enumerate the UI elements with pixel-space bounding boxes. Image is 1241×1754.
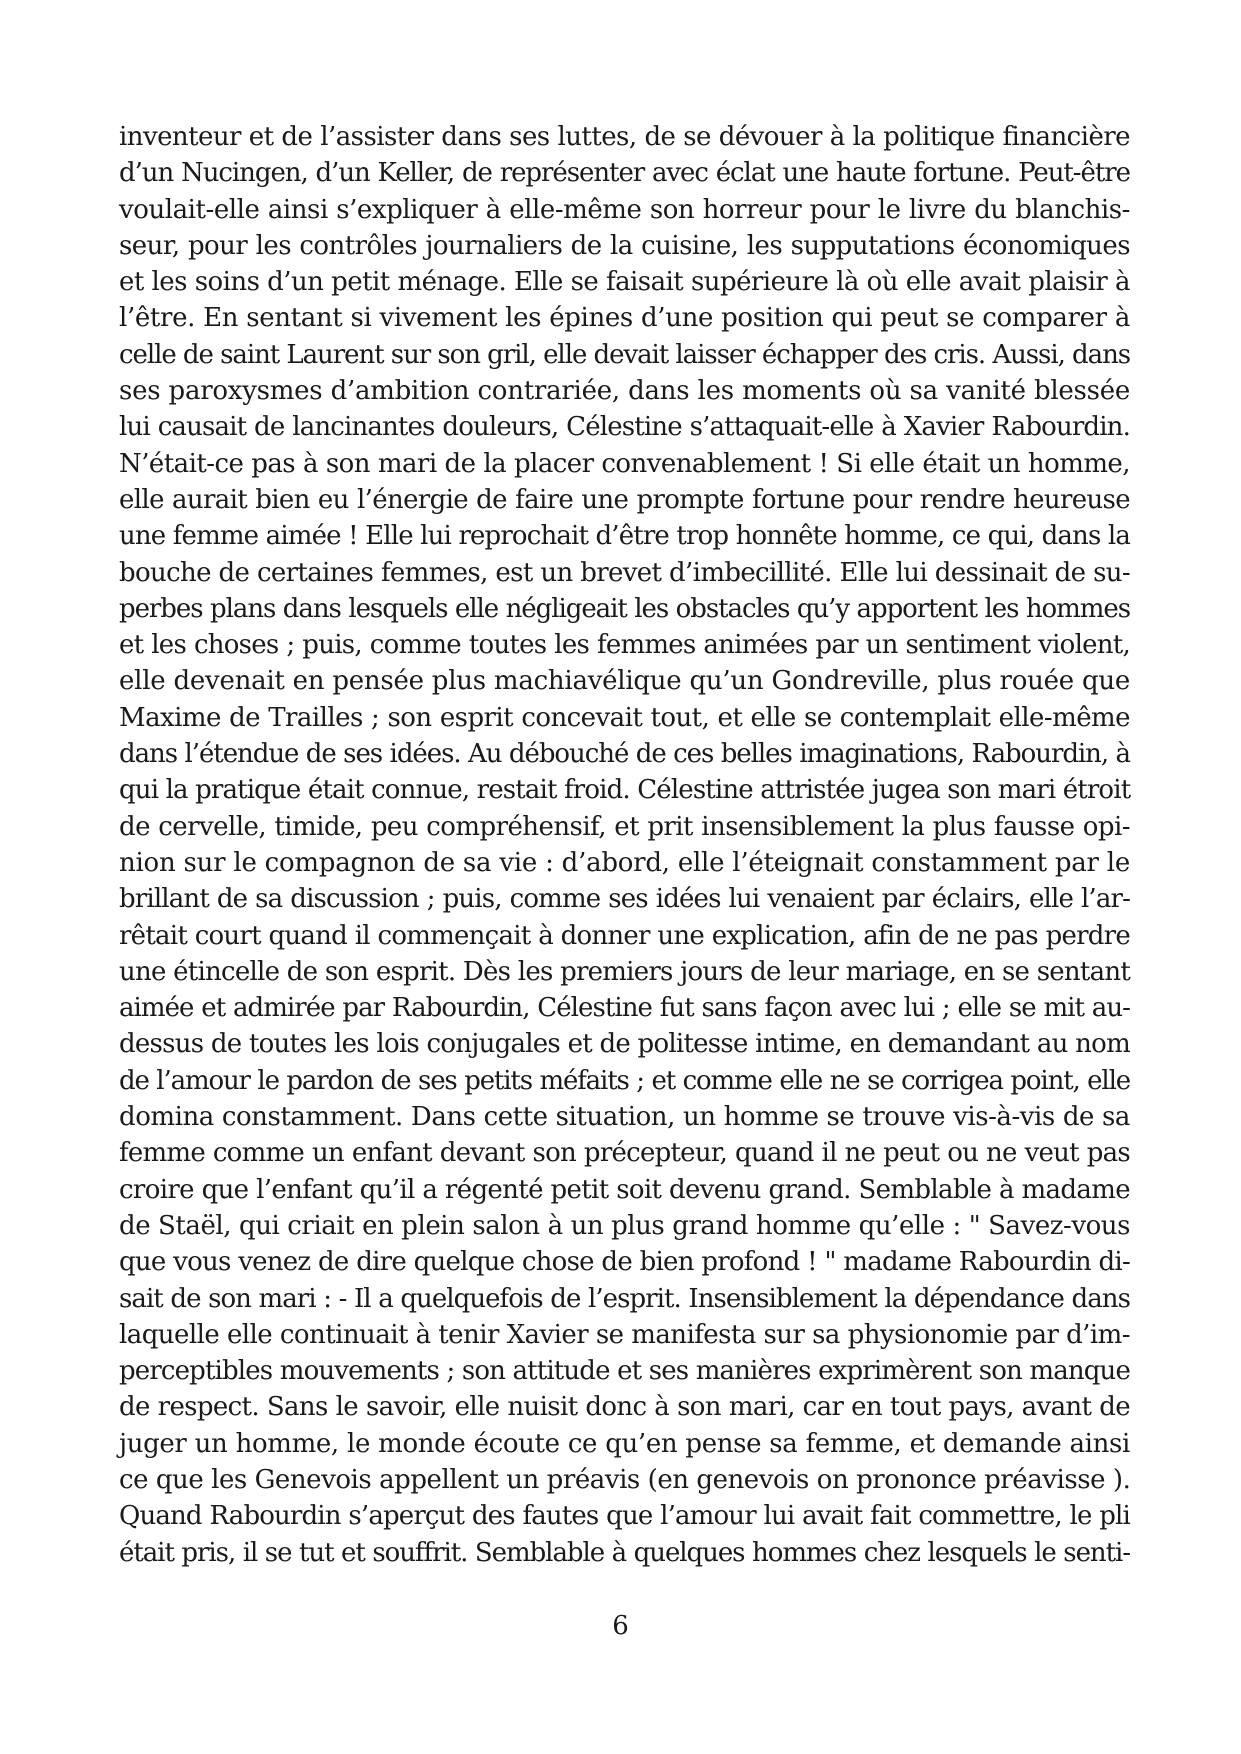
text-line: dans l’étendue de ses idées. Au débouché de ces belles imaginations, Rabourdin, à [119,739,1130,770]
text-line: aimée et admirée par Rabourdin, Célestine fut sans façon avec lui ; elle se mit au- [119,993,1130,1024]
text-line: de Staël, qui criait en plein salon à un plus grand homme qu’elle : " Savez-vous [119,1210,1130,1241]
text-line: qui la pratique était connue, restait froid. Célestine attristée jugea son mari étroit [119,775,1131,806]
text-line: sait de son mari : - Il a quelquefois de l’esprit. Insensiblement la dépendance dans [119,1283,1130,1314]
text-line: bouche de certaines femmes, est un brevet d’imbecillité. Elle lui dessinait de su- [119,557,1130,588]
text-line: croire que l’enfant qu’il a régenté petit soit devenu grand. Semblable à madame [119,1174,1130,1205]
text-line: de l’amour le pardon de ses petits méfaits ; et comme elle ne se corrigea point, elle [119,1065,1130,1096]
text-line: juger un homme, le monde écoute ce qu’en pense sa femme, et demande ainsi [119,1428,1130,1459]
text-line: l’être. En sentant si vivement les épines d’une position qui peut se comparer à [119,303,1130,334]
text-line: elle aurait bien eu l’énergie de faire une prompte fortune pour rendre heureuse [119,484,1130,515]
text-line: que vous venez de dire quelque chose de bien profond ! " madame Rabourdin di- [119,1247,1130,1278]
text-line: perbes plans dans lesquels elle négligeait les obstacles qu’y apportent les hommes [119,593,1130,624]
text-line: perceptibles mouvements ; son attitude et ses manières exprimèrent son manque [119,1356,1130,1387]
text-line: N’était-ce pas à son mari de la placer convenablement ! Si elle était un homme, [119,448,1130,479]
text-line: voulait-elle ainsi s’expliquer à elle-même son horreur pour le livre du blanchis- [119,194,1130,225]
text-line: était pris, il se tut et souffrit. Semblable à quelques hommes chez lesquels le senti- [119,1537,1130,1568]
text-line: Maxime de Trailles ; son esprit concevait tout, et elle se contemplait elle-même [119,702,1130,733]
text-line: laquelle elle continuait à tenir Xavier se manifesta sur sa physionomie par d’im- [119,1319,1130,1350]
text-line: nion sur le compagnon de sa vie : d’abord, elle l’éteignait constamment par le [119,847,1130,878]
text-line: de cervelle, timide, peu compréhensif, et prit insensiblement la plus fausse opi- [119,811,1130,842]
text-line: de respect. Sans le savoir, elle nuisit donc à son mari, car en tout pays, avant de [119,1392,1130,1423]
text-line: ses paroxysmes d’ambition contrariée, dans les moments où sa vanité blessée [119,376,1130,407]
text-line: dessus de toutes les lois conjugales et de politesse intime, en demandant au nom [119,1029,1130,1060]
text-line: une femme aimée ! Elle lui reprochait d’être trop honnête homme, ce qui, dans la [119,521,1130,552]
text-line: brillant de sa discussion ; puis, comme ses idées lui venaient par éclairs, elle l’ar- [119,884,1130,915]
text-line: celle de saint Laurent sur son gril, elle devait laisser échapper des cris. Aussi, dans [119,339,1131,370]
page-number: 6 [612,1611,629,1641]
text-line: femme comme un enfant devant son précepteur, quand il ne peut ou ne veut pas [119,1138,1130,1169]
text-line: domina constamment. Dans cette situation, un homme se trouve vis-à-vis de sa [119,1102,1130,1133]
text-line: Quand Rabourdin s’aperçut des fautes que l’amour lui avait fait commettre, le pli [119,1501,1130,1532]
text-line: elle devenait en pensée plus machiavélique qu’un Gondreville, plus rouée que [119,666,1130,697]
text-line: d’un Nucingen, d’un Keller, de représenter avec éclat une haute fortune. Peut-être [119,158,1130,189]
text-line: et les soins d’un petit ménage. Elle se faisait supérieure là où elle avait plaisir à [119,267,1130,298]
text-line: lui causait de lancinantes douleurs, Célestine s’attaquait-elle à Xavier Rabourdin. [119,412,1130,443]
text-line: et les choses ; puis, comme toutes les femmes animées par un sentiment violent, [119,630,1130,661]
text-line: une étincelle de son esprit. Dès les premiers jours de leur mariage, en se sentant [119,956,1131,987]
text-line: seur, pour les contrôles journaliers de la cuisine, les supputations économiques [119,230,1130,261]
text-line: rêtait court quand il commençait à donner une explication, afin de ne pas perdre [119,920,1130,951]
text-line: ce que les Genevois appellent un préavis (en genevois on prononce préavisse ). [119,1464,1131,1495]
body-text [119,119,1130,1571]
text-line: inventeur et de l’assister dans ses luttes, de se dévouer à la politique financière [119,122,1130,152]
